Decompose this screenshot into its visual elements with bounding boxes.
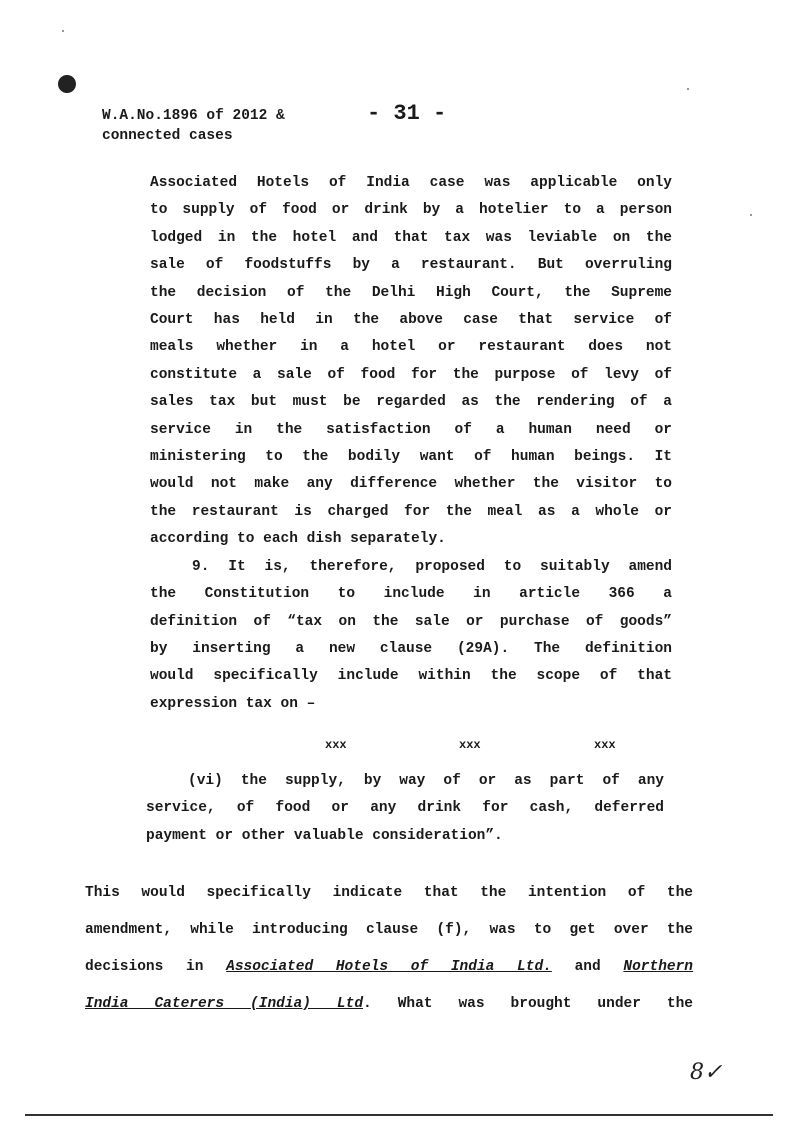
omission-marker: xxx (459, 738, 481, 752)
case-subtitle: connected cases (102, 128, 233, 144)
quote-line: service in the satisfaction of a human need or (150, 421, 672, 438)
body-line (85, 949, 693, 986)
page-number: - 31 - (367, 101, 447, 126)
case-citation: India Caterers (India) Ltd (85, 996, 364, 1012)
body-text-fragment: . What was brought under the (363, 996, 693, 1012)
body-line: This would specifically indicate that the intention of the (85, 885, 693, 901)
quote-line: sale of foodstuffs by a restaurant. But overruling (150, 257, 672, 274)
body-text-fragment: decisions in (85, 959, 204, 975)
case-header (102, 106, 285, 146)
case-number: W.A.No.1896 of 2012 & (102, 108, 285, 124)
clause-line: service, of food or any drink for cash, deferred (146, 800, 664, 817)
body-text-fragment: and (574, 959, 601, 975)
quote-line: constitute a sale of food for the purpose of levy of (150, 366, 672, 383)
quoted-clause (146, 768, 664, 850)
quote-line: Court has held in the above case that service of (150, 312, 672, 329)
handwritten-initials: 8✓ (690, 1060, 723, 1085)
quote-line: according to each dish separately. (150, 531, 446, 548)
punch-hole-mark (58, 75, 76, 93)
clause-line: payment or other valuable consideration”. (146, 827, 503, 844)
scan-speck (750, 214, 752, 216)
quote-line: the restaurant is charged for the meal as a whole or (150, 503, 672, 520)
quoted-passage (150, 170, 672, 718)
case-citation: Northern (623, 959, 694, 975)
quote-line: 9. It is, therefore, proposed to suitably amend (192, 558, 672, 575)
quote-line: sales tax but must be regarded as the rendering of a (150, 394, 672, 411)
footer-rule (25, 1114, 773, 1116)
quote-line: lodged in the hotel and that tax was leviable on the (150, 229, 672, 246)
quote-line: the decision of the Delhi High Court, the Supreme (150, 284, 672, 301)
quote-line: expression tax on – (150, 695, 316, 712)
quote-line: the Constitution to include in article 366 a (150, 586, 672, 603)
quote-line: would specifically include within the scope of that (150, 668, 672, 685)
quote-line: definition of “tax on the sale or purchase of goods” (150, 613, 672, 630)
quote-line: to supply of food or drink by a hotelier to a person (150, 202, 672, 219)
clause-line: (vi) the supply, by way of or as part of any (188, 773, 664, 789)
omission-marker: xxx (325, 738, 347, 752)
scan-speck (62, 30, 64, 32)
body-paragraph (85, 875, 693, 1023)
body-line (85, 986, 693, 1023)
omission-marker: xxx (594, 738, 616, 752)
case-citation: Associated Hotels of India Ltd. (226, 959, 552, 975)
quote-line: meals whether in a hotel or restaurant does not (150, 339, 672, 356)
quote-line: ministering to the bodily want of human beings. It (150, 449, 672, 466)
quote-line: Associated Hotels of India case was applicable only (150, 175, 672, 191)
scan-speck (687, 88, 689, 90)
body-line: amendment, while introducing clause (f), was to get over the (85, 922, 693, 938)
quote-line: would not make any difference whether the visitor to (150, 476, 672, 493)
quote-line: by inserting a new clause (29A). The definition (150, 640, 672, 657)
